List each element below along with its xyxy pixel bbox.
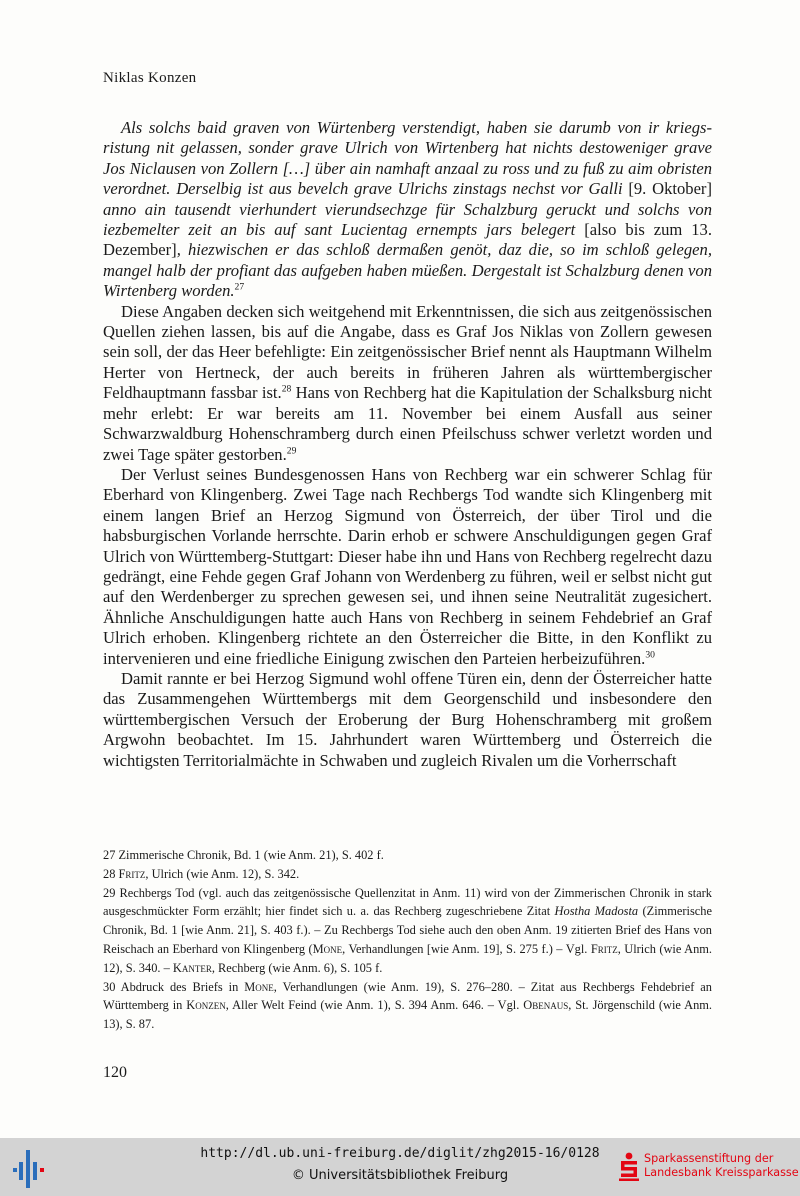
footnote-30-text-a: 30 Abdruck des Briefs in xyxy=(103,979,245,994)
page-number: 120 xyxy=(103,1064,127,1081)
footnote-ref-30[interactable]: 30 xyxy=(645,649,655,661)
footnote-28-text: , Ulrich (wie Anm. 12), S. 342. xyxy=(145,866,300,881)
footnote-ref-28[interactable]: 28 xyxy=(281,383,292,395)
footnote-30-author-3: Obenaus xyxy=(523,998,569,1013)
footnote-29 xyxy=(103,884,712,978)
paragraph-3 xyxy=(103,465,712,669)
footnote-30 xyxy=(103,978,712,1034)
footnote-29-text-c: , Verhandlungen [wie Anm. 19], S. 275 f.) – Vgl. xyxy=(342,941,591,956)
footnote-27: 27 Zimmerische Chronik, Bd. 1 (wie Anm. 21), S. 402 f. xyxy=(103,848,384,862)
footnote-28-number: 28 xyxy=(103,866,119,881)
viewer-footer xyxy=(0,1138,800,1196)
sponsor-line-1: Sparkassenstiftung der xyxy=(644,1152,774,1165)
footnote-29-quote: Hostha Madosta xyxy=(554,904,639,919)
footnote-30-text-c: , Aller Welt Feind (wie Anm. 1), S. 394 Anm. 646. – Vgl. xyxy=(225,998,524,1013)
footnote-29-author-3: Kanter xyxy=(172,960,212,975)
footnote-29-author-2: Fritz xyxy=(590,941,618,956)
sponsor-line-2: Landesbank Kreissparkasse xyxy=(644,1166,799,1179)
paragraph-2 xyxy=(103,302,712,465)
sponsor-name[interactable] xyxy=(644,1152,800,1180)
footnote-28 xyxy=(103,865,712,884)
footnote-30-text-b: , Verhandlungen (wie Anm. 19), S. 276–280. – Zitat aus Rechbergs Fehdebrief an Württemberg in xyxy=(103,979,712,1013)
paragraph-2-text-b: Hans von Rechberg hat die Kapitulation der Schalksburg nicht mehr erlebt: Er war bereits am 11. November bei einem Ausfall aus seiner Schwarzwaldburg Hohenschramberg durch einen Pfeilschuss schwer verletzt worden und zwei Tage später gestorben. xyxy=(103,383,712,464)
sparkasse-s-logo-icon[interactable] xyxy=(618,1152,640,1182)
footnote-29-text-e: , Rechberg (wie Anm. 6), S. 105 f. xyxy=(211,960,383,975)
running-head: Niklas Konzen xyxy=(103,70,197,86)
footnote-30-author-2: Konzen xyxy=(186,998,226,1013)
quote-insertion-2: [also bis zum 13. Dezember] xyxy=(103,220,712,260)
paragraph-2-text-a: Diese Angaben decken sich weitgehend mit Erkenntnissen, die sich aus zeitgenössischen Quellen ziehen lassen, bis auf die Angabe, dass es Graf Jos Niklas von Zollern gewesen sein soll, der das Heer befehligte: Ein zeitgenössischer Brief nennt als Hauptmann Wilhelm Herter von Hertneck, der auch bereits in früheren Jahren als württembergischer Feldhauptmann fassbar ist. xyxy=(103,301,712,403)
footnotes xyxy=(103,846,712,1034)
quote-text-2: anno ain tausendt vierhundert vierundsechzge für Schalzburg geruckt und solchs von iezbemelter zeit an bis auf sant Lucientag ernempts jars belegert xyxy=(103,199,712,240)
paragraph-4: Damit rannte er bei Herzog Sigmund wohl offene Türen ein, denn der Österreicher hatte das Zusammengehen Württembergs mit dem Georgenschild und insbesondere den württembergischen Versuch der Eroberung der Burg Hohenschramberg mit großem Argwohn beobachtet. Im 15. Jahrhundert waren Württemberg und Österreich die wichtigsten Territorialmächte in Schwaben und zugleich Rivalen um die Vorherrschaft xyxy=(103,668,712,770)
footnote-30-text-d: , St. Jörgenschild (wie Anm. 13), S. 87. xyxy=(103,998,712,1032)
footnote-30-author-1: Mone xyxy=(244,979,274,994)
quote-insertion-1: [9. Oktober] xyxy=(628,179,712,199)
footnote-29-author-1: Mone xyxy=(312,941,343,956)
footnote-29-text-d: , Ulrich (wie Anm. 12), S. 340. – xyxy=(103,941,712,975)
footnote-28-author: Fritz xyxy=(118,866,146,881)
permalink-url[interactable]: http://dl.ub.uni-freiburg.de/diglit/zhg2015-16/0128 xyxy=(200,1146,600,1161)
paragraph-3-text: Der Verlust seines Bundesgenossen Hans von Rechberg war ein schwerer Schlag für Eberhard von Klingenberg. Zwei Tage nach Rechbergs Tod wandte sich Klingenberg mit einem langen Brief an Herzog Sigmund von Österreich, der über Tirol und die habsburgischen Vorlande herrschte. Darin erhob er schwere Anschuldigungen gegen Graf Ulrich von Württemberg-Stuttgart: Dieser habe ihn und Hans von Rechberg regelrecht dazu gedrängt, eine Fehde gegen Graf Johann von Werdenberg zu führen, weil er selbst nicht gut auf den Werdenberger zu sprechen gewesen sei, und ihnen seine Neutralität zugesichert. Ähnliche Anschuldigungen hatte auch Hans von Rechberg in seinem Fehdebrief an Graf Ulrich erhoben. Klingenberg richtete an den Österreicher die Bitte, in den Konflikt zu intervenieren und eine friedliche Einigung zwischen den Parteien herbeizuführen. xyxy=(103,464,712,668)
footnote-29-text-b: (Zimmerische Chronik, Bd. 1 [wie Anm. 21], S. 403 f.). – Zu Rechbergs Tod siehe auch den oben Anm. 19 zitierten Brief des Hans von Reischach an Eberhard von Klingenberg ( xyxy=(103,904,712,956)
quote-text-1: Als solchs baid graven von Würtenberg verstendigt, haben sie darumb von ir kriegsristung nit gelassen, sonder grave Ulrich von Wirtenberg hat nichts destoweniger grave Jos Niclausen von Zollern […] über ain namhaft anzaal zu ross und zu fuß zu aim obristen verordnet. Derselbig ist aus bevelch grave Ulrichs zinstags nechst vor Galli xyxy=(103,118,712,199)
block-quote xyxy=(103,118,712,302)
footnote-ref-29[interactable]: 29 xyxy=(286,444,297,456)
footnote-29-text-a: 29 Rechbergs Tod (vgl. auch das zeitgenössische Quellenzitat in Anm. 11) wird von der Zimmerischen Chronik in stark ausgeschmückter Form erzählt; hier findet sich u. a. das Rechberg zugeschriebene Zitat xyxy=(103,885,712,919)
main-text xyxy=(103,118,712,771)
footnote-ref-27[interactable]: 27 xyxy=(234,281,245,293)
quote-text-3: , hiezwischen er das schloß dermaßen genöt, daz die, so im schloß gelegen, mangel halb der profiant das aufgeben haben müeßen. Dergestalt ist Schalzburg denen von Wirtenberg worden. xyxy=(103,240,712,301)
copyright-notice: © Universitätsbibliothek Freiburg xyxy=(291,1168,509,1183)
